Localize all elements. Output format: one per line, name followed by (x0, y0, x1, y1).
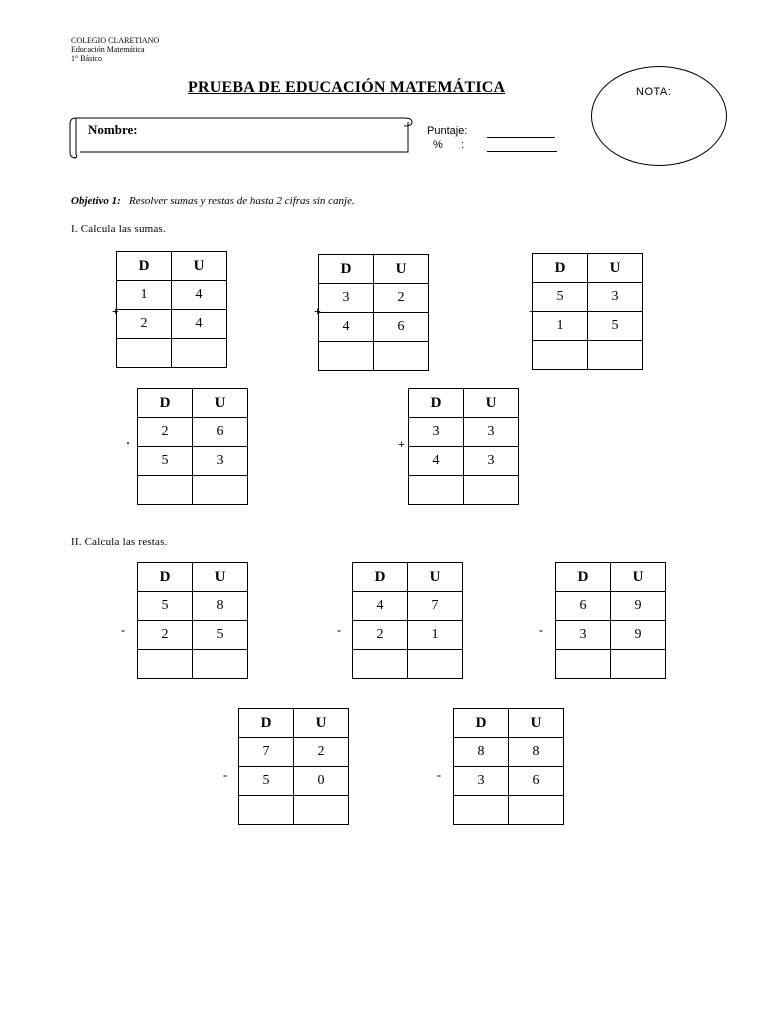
percent-line (487, 151, 557, 152)
top-units-digit: 6 (193, 418, 248, 447)
top-tens-digit: 5 (138, 592, 193, 621)
top-units-digit: 4 (172, 281, 227, 310)
school-info (71, 36, 159, 63)
units-header: U (374, 255, 429, 284)
answer-units-cell (509, 796, 564, 825)
sum-operator-5: + (398, 437, 405, 451)
answer-row (556, 650, 666, 679)
bottom-tens-digit: 4 (409, 447, 464, 476)
bottom-tens-digit: 2 (138, 621, 193, 650)
answer-tens-cell (319, 342, 374, 371)
answer-tens-cell (409, 476, 464, 505)
sum-operator-4: · (126, 436, 131, 450)
bottom-units-digit: 5 (588, 312, 643, 341)
tens-header: D (319, 255, 374, 284)
bottom-tens-digit: 3 (556, 621, 611, 650)
subtraction-operator-2: - (337, 623, 341, 637)
bottom-number-row (409, 447, 519, 476)
answer-row (117, 339, 227, 368)
top-units-digit: 2 (294, 738, 349, 767)
subtraction-operator-3: - (539, 623, 543, 637)
answer-row (533, 341, 643, 370)
tens-header: D (533, 254, 588, 283)
top-tens-digit: 3 (409, 418, 464, 447)
units-header: U (464, 389, 519, 418)
answer-units-cell (193, 476, 248, 505)
answer-row (409, 476, 519, 505)
top-tens-digit: 8 (454, 738, 509, 767)
header-row (556, 563, 666, 592)
tens-header: D (454, 709, 509, 738)
grade-oval (591, 66, 727, 166)
nombre-label: Nombre: (88, 122, 138, 137)
top-number-row (138, 418, 248, 447)
units-header: U (509, 709, 564, 738)
units-header: U (172, 252, 227, 281)
top-units-digit: 8 (509, 738, 564, 767)
bottom-tens-digit: 1 (533, 312, 588, 341)
sum-box-2 (318, 254, 429, 371)
bottom-tens-digit: 2 (353, 621, 408, 650)
header-row (353, 563, 463, 592)
answer-units-cell (172, 339, 227, 368)
answer-row (319, 342, 429, 371)
bottom-number-row (533, 312, 643, 341)
answer-tens-cell (454, 796, 509, 825)
percent-label: % : (433, 139, 465, 151)
top-units-digit: 8 (193, 592, 248, 621)
header-row (117, 252, 227, 281)
units-header: U (193, 563, 248, 592)
sum-box-5 (408, 388, 519, 505)
subtraction-box-5 (453, 708, 564, 825)
header-row (533, 254, 643, 283)
answer-tens-cell (138, 650, 193, 679)
subtraction-box-1 (137, 562, 248, 679)
sum-operator-1: + (112, 304, 119, 318)
units-header: U (408, 563, 463, 592)
units-header: U (588, 254, 643, 283)
answer-tens-cell (239, 796, 294, 825)
tens-header: D (117, 252, 172, 281)
top-units-digit: 7 (408, 592, 463, 621)
answer-tens-cell (533, 341, 588, 370)
bottom-units-digit: 3 (464, 447, 519, 476)
top-units-digit: 9 (611, 592, 666, 621)
tens-header: D (239, 709, 294, 738)
sum-box-4 (137, 388, 248, 505)
answer-units-cell (374, 342, 429, 371)
top-units-digit: 2 (374, 284, 429, 313)
bottom-number-row (319, 313, 429, 342)
bottom-units-digit: 3 (193, 447, 248, 476)
header-row (409, 389, 519, 418)
sum-box-3 (532, 253, 643, 370)
top-number-row (239, 738, 349, 767)
subtraction-operator-4: - (223, 768, 227, 782)
top-number-row (533, 283, 643, 312)
subtraction-box-4 (238, 708, 349, 825)
units-header: U (611, 563, 666, 592)
header-row (138, 563, 248, 592)
answer-units-cell (408, 650, 463, 679)
school-name: COLEGIO CLARETIANO (71, 36, 160, 45)
answer-tens-cell (556, 650, 611, 679)
tens-header: D (556, 563, 611, 592)
answer-units-cell (611, 650, 666, 679)
nota-label: NOTA: (636, 86, 672, 98)
bottom-number-row (353, 621, 463, 650)
answer-tens-cell (117, 339, 172, 368)
answer-units-cell (193, 650, 248, 679)
subtraction-operator-1: - (121, 623, 125, 637)
bottom-number-row (239, 767, 349, 796)
header-row (319, 255, 429, 284)
header-row (454, 709, 564, 738)
top-number-row (319, 284, 429, 313)
bottom-number-row (556, 621, 666, 650)
bottom-tens-digit: 4 (319, 313, 374, 342)
top-tens-digit: 2 (138, 418, 193, 447)
objective-label: Objetivo 1: (71, 195, 121, 207)
bottom-tens-digit: 5 (239, 767, 294, 796)
header-row (138, 389, 248, 418)
answer-row (239, 796, 349, 825)
top-units-digit: 3 (588, 283, 643, 312)
top-tens-digit: 7 (239, 738, 294, 767)
top-tens-digit: 1 (117, 281, 172, 310)
subtraction-box-2 (352, 562, 463, 679)
page-title: PRUEBA DE EDUCACIÓN MATEMÁTICA (188, 79, 506, 96)
top-tens-digit: 3 (319, 284, 374, 313)
tens-header: D (138, 563, 193, 592)
bottom-units-digit: 5 (193, 621, 248, 650)
subtraction-operator-5: - (437, 768, 441, 782)
top-number-row (353, 592, 463, 621)
header-row (239, 709, 349, 738)
answer-row (138, 476, 248, 505)
bottom-units-digit: 0 (294, 767, 349, 796)
bottom-number-row (454, 767, 564, 796)
bottom-tens-digit: 2 (117, 310, 172, 339)
top-tens-digit: 6 (556, 592, 611, 621)
sum-box-1 (116, 251, 227, 368)
bottom-units-digit: 6 (374, 313, 429, 342)
bottom-tens-digit: 3 (454, 767, 509, 796)
puntaje-label: Puntaje: (427, 125, 468, 137)
bottom-units-digit: 9 (611, 621, 666, 650)
sums-section-title: I. Calcula las sumas. (71, 223, 166, 235)
answer-row (353, 650, 463, 679)
tens-header: D (138, 389, 193, 418)
top-number-row (409, 418, 519, 447)
puntaje-line (487, 137, 555, 138)
top-number-row (117, 281, 227, 310)
answer-tens-cell (353, 650, 408, 679)
bottom-units-digit: 4 (172, 310, 227, 339)
answer-tens-cell (138, 476, 193, 505)
bottom-number-row (138, 447, 248, 476)
bottom-number-row (138, 621, 248, 650)
subject-name: Educación Matemática (71, 45, 145, 54)
top-units-digit: 3 (464, 418, 519, 447)
answer-units-cell (464, 476, 519, 505)
sum-operator-2: + (314, 304, 321, 318)
grade-label: 1° Básico (71, 54, 102, 63)
bottom-units-digit: 1 (408, 621, 463, 650)
sum-operator-3: + (529, 304, 536, 318)
top-number-row (454, 738, 564, 767)
top-tens-digit: 4 (353, 592, 408, 621)
objective (71, 195, 355, 207)
answer-units-cell (588, 341, 643, 370)
subtractions-section-title: II. Calcula las restas. (71, 536, 168, 548)
answer-row (138, 650, 248, 679)
top-tens-digit: 5 (533, 283, 588, 312)
units-header: U (193, 389, 248, 418)
subtraction-box-3 (555, 562, 666, 679)
bottom-tens-digit: 5 (138, 447, 193, 476)
bottom-units-digit: 6 (509, 767, 564, 796)
answer-units-cell (294, 796, 349, 825)
tens-header: D (409, 389, 464, 418)
objective-text: Resolver sumas y restas de hasta 2 cifras sin canje. (129, 195, 355, 207)
top-number-row (556, 592, 666, 621)
answer-row (454, 796, 564, 825)
tens-header: D (353, 563, 408, 592)
top-number-row (138, 592, 248, 621)
units-header: U (294, 709, 349, 738)
bottom-number-row (117, 310, 227, 339)
